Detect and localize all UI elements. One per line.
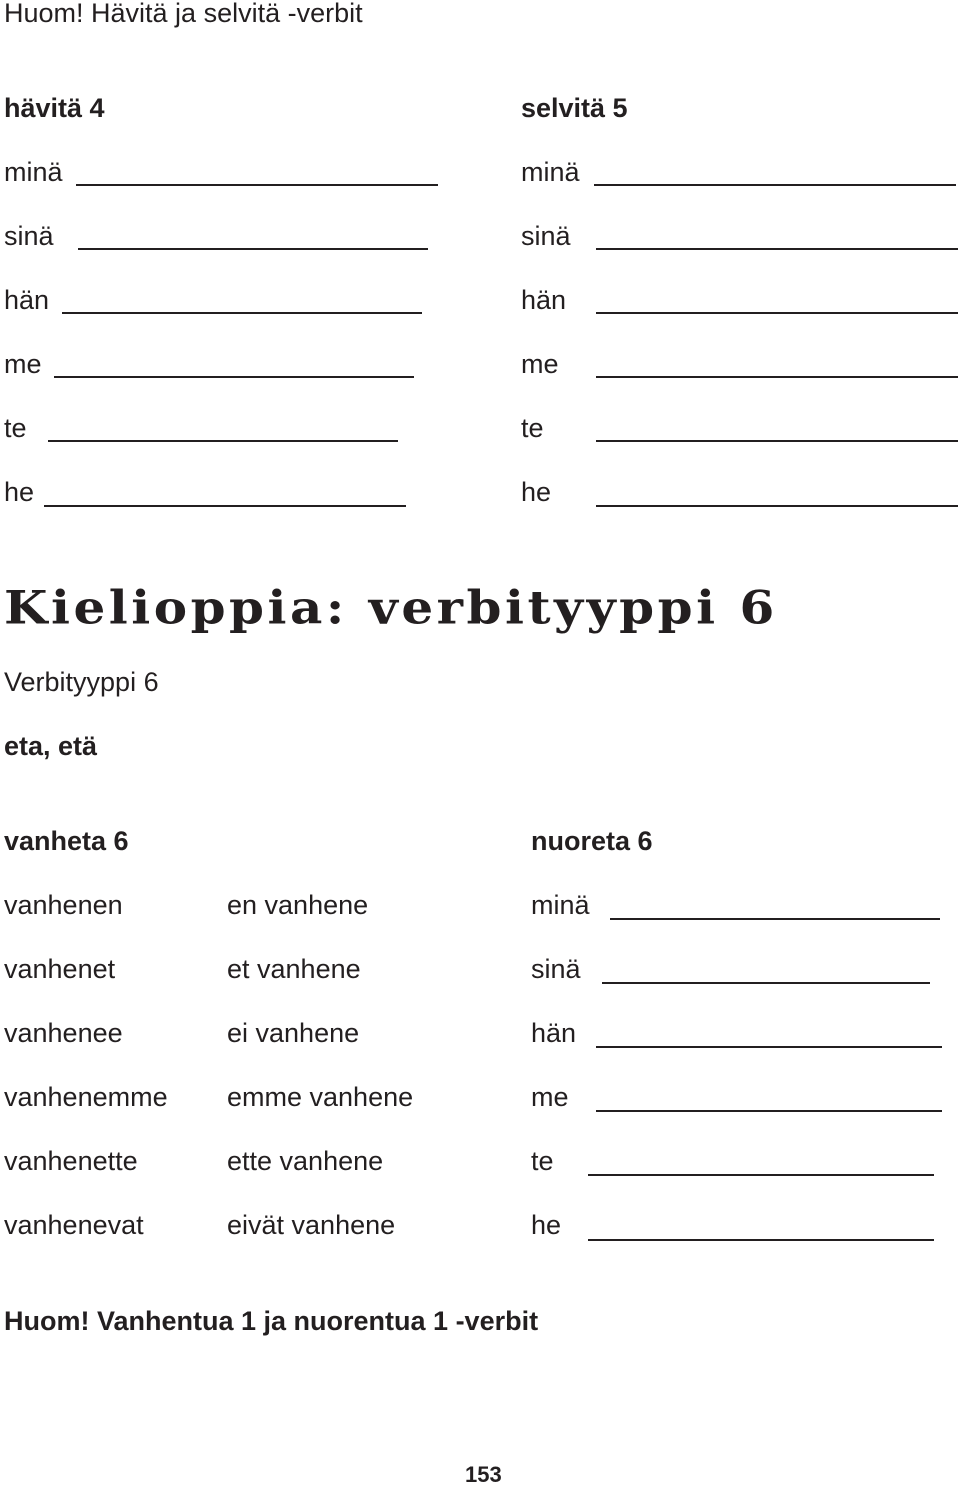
vanheta-affirmative-2: vanhenet bbox=[4, 954, 116, 984]
havita-pronoun-sina: sinä bbox=[4, 221, 54, 251]
selvita-blank-han[interactable] bbox=[596, 312, 958, 314]
vanheta-affirmative-3: vanhenee bbox=[4, 1018, 123, 1048]
vanheta-affirmative-4: vanhenemme bbox=[4, 1082, 168, 1112]
havita-pronoun-mina: minä bbox=[4, 157, 63, 187]
selvita-pronoun-te: te bbox=[521, 413, 544, 443]
section-title: Kielioppia: verbityyppi 6 bbox=[4, 580, 778, 635]
selvita-pronoun-sina: sinä bbox=[521, 221, 571, 251]
vanheta-negative-5: ette vanhene bbox=[227, 1146, 384, 1176]
vanheta-affirmative-5: vanhenette bbox=[4, 1146, 138, 1176]
nuoreta-pronoun-han: hän bbox=[531, 1018, 577, 1048]
havita-blank-mina[interactable] bbox=[76, 184, 438, 186]
havita-blank-te[interactable] bbox=[48, 440, 398, 442]
selvita-heading: selvitä 5 bbox=[521, 93, 628, 123]
havita-blank-han[interactable] bbox=[62, 312, 422, 314]
selvita-pronoun-han: hän bbox=[521, 285, 567, 315]
nuoreta-pronoun-me: me bbox=[531, 1082, 569, 1112]
nuoreta-pronoun-sina: sinä bbox=[531, 954, 581, 984]
nuoreta-blank-sina[interactable] bbox=[602, 982, 930, 984]
selvita-blank-te[interactable] bbox=[596, 440, 958, 442]
bottom-note: Huom! Vanhentua 1 ja nuorentua 1 -verbit bbox=[4, 1306, 539, 1336]
nuoreta-blank-te[interactable] bbox=[588, 1174, 934, 1176]
havita-blank-he[interactable] bbox=[44, 505, 406, 507]
nuoreta-blank-han[interactable] bbox=[596, 1046, 942, 1048]
page-number: 153 bbox=[465, 1462, 502, 1487]
selvita-pronoun-he: he bbox=[521, 477, 552, 507]
verb-ending: eta, etä bbox=[4, 731, 98, 761]
vanheta-affirmative-1: vanhenen bbox=[4, 890, 123, 920]
nuoreta-pronoun-mina: minä bbox=[531, 890, 590, 920]
vanheta-affirmative-6: vanhenevat bbox=[4, 1210, 144, 1240]
havita-blank-sina[interactable] bbox=[78, 248, 428, 250]
vanheta-heading: vanheta 6 bbox=[4, 826, 129, 856]
vanheta-negative-1: en vanhene bbox=[227, 890, 369, 920]
havita-blank-me[interactable] bbox=[54, 376, 414, 378]
nuoreta-heading: nuoreta 6 bbox=[531, 826, 653, 856]
vanheta-negative-2: et vanhene bbox=[227, 954, 361, 984]
nuoreta-pronoun-te: te bbox=[531, 1146, 554, 1176]
selvita-blank-mina[interactable] bbox=[594, 184, 956, 186]
vanheta-negative-6: eivät vanhene bbox=[227, 1210, 396, 1240]
vanheta-negative-4: emme vanhene bbox=[227, 1082, 414, 1112]
havita-pronoun-te: te bbox=[4, 413, 27, 443]
nuoreta-blank-mina[interactable] bbox=[610, 918, 940, 920]
vanheta-negative-3: ei vanhene bbox=[227, 1018, 360, 1048]
nuoreta-blank-me[interactable] bbox=[596, 1110, 942, 1112]
selvita-pronoun-mina: minä bbox=[521, 157, 580, 187]
nuoreta-pronoun-he: he bbox=[531, 1210, 562, 1240]
havita-heading: hävitä 4 bbox=[4, 93, 105, 123]
subtitle: Verbityyppi 6 bbox=[4, 667, 159, 697]
selvita-blank-me[interactable] bbox=[596, 376, 958, 378]
top-note: Huom! Hävitä ja selvitä -verbit bbox=[4, 0, 363, 28]
havita-pronoun-han: hän bbox=[4, 285, 50, 315]
havita-pronoun-me: me bbox=[4, 349, 42, 379]
nuoreta-blank-he[interactable] bbox=[588, 1239, 934, 1241]
havita-pronoun-he: he bbox=[4, 477, 35, 507]
selvita-blank-he[interactable] bbox=[596, 505, 958, 507]
selvita-pronoun-me: me bbox=[521, 349, 559, 379]
selvita-blank-sina[interactable] bbox=[596, 248, 958, 250]
